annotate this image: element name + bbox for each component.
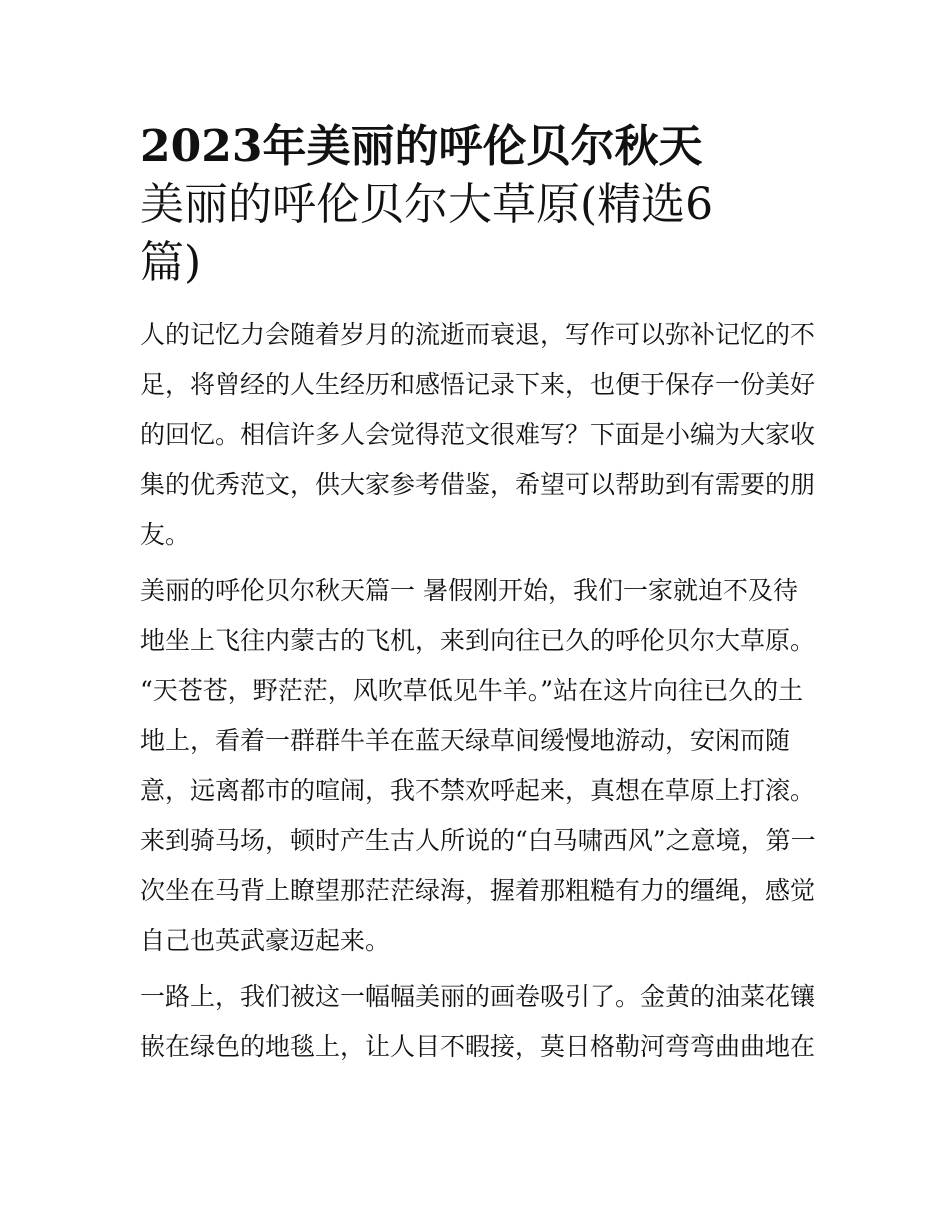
text-line: 美丽的呼伦贝尔秋天篇一 暑假刚开始，我们一家就迫不及待: [140, 576, 798, 605]
paragraph-intro: [140, 310, 820, 560]
text-line: 的回忆。相信许多人会觉得范文很难写？下面是小编为大家收: [140, 420, 816, 449]
text-line: 次坐在马背上瞭望那茫茫绿海，握着那粗糙有力的缰绳，感觉: [140, 876, 816, 905]
document-title: [140, 118, 820, 292]
text-line: 地上，看着一群群牛羊在蓝天绿草间缓慢地游动，安闲而随: [140, 726, 791, 755]
title-line: 篇): [140, 237, 202, 288]
text-line: “天苍苍，野茫茫，风吹草低见牛羊。”站在这片向往已久的土: [140, 676, 804, 705]
text-line: 集的优秀范文，供大家参考借鉴，希望可以帮助到有需要的朋: [140, 470, 816, 499]
title-line: 美丽的呼伦贝尔大草原(精选6: [140, 179, 714, 230]
text-line: 意，远离都市的喧闹，我不禁欢呼起来，真想在草原上打滚。: [140, 776, 816, 805]
text-line: 友。: [140, 520, 191, 549]
text-line: 来到骑马场，顿时产生古人所说的“白马啸西风”之意境，第一: [140, 826, 816, 855]
text-line: 自己也英武豪迈起来。: [140, 926, 391, 955]
paragraph-article-1: [140, 566, 820, 966]
title-line: 2023年美丽的呼伦贝尔秋天: [140, 121, 703, 172]
document-page: [140, 118, 820, 1078]
text-line: 地坐上飞往内蒙古的飞机，来到向往已久的呼伦贝尔大草原。: [140, 626, 816, 655]
text-line: 一路上，我们被这一幅幅美丽的画卷吸引了。金黄的油菜花镶: [140, 982, 816, 1011]
paragraph-article-2: [140, 972, 820, 1072]
text-line: 足，将曾经的人生经历和感悟记录下来，也便于保存一份美好: [140, 370, 816, 399]
text-line: 嵌在绿色的地毯上，让人目不暇接，莫日格勒河弯弯曲曲地在: [140, 1032, 816, 1061]
text-line: 人的记忆力会随着岁月的流逝而衰退，写作可以弥补记忆的不: [140, 320, 816, 349]
